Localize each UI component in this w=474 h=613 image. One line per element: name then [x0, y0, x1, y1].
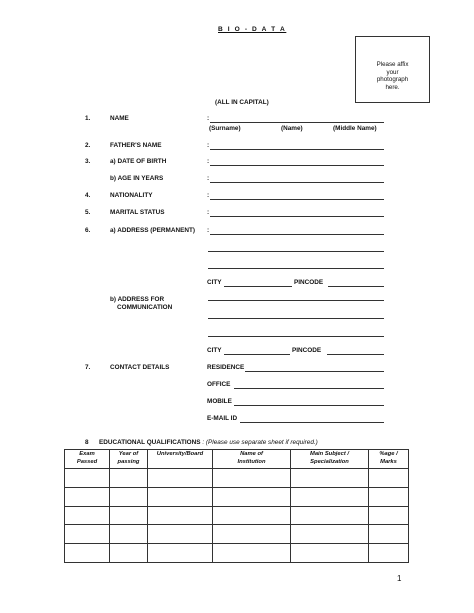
table-row: [65, 487, 409, 506]
specialization-header: Main Subject / Specialization: [291, 450, 369, 469]
marks-header: %age / Marks: [369, 450, 409, 469]
nationality-field[interactable]: [210, 199, 384, 200]
table-row: [65, 469, 409, 488]
age-label: b) AGE IN YEARS: [110, 175, 164, 182]
age-field[interactable]: [210, 182, 384, 183]
photo-instruction: Please affix your photograph here.: [376, 61, 409, 91]
item-number-4: 4.: [85, 192, 91, 199]
dob-label: a) DATE OF BIRTH: [110, 158, 167, 165]
table-row: [65, 525, 409, 544]
dob-colon: :: [207, 158, 210, 165]
item-number-5: 5.: [85, 209, 91, 216]
office-label: OFFICE: [207, 381, 231, 388]
age-colon: :: [207, 175, 210, 182]
table-row: [65, 544, 409, 563]
item-number-7: 7.: [85, 364, 91, 371]
email-label: E-MAIL ID: [207, 415, 238, 422]
communication-city-label: CITY: [207, 347, 222, 354]
permanent-pincode-label: PINCODE: [294, 279, 324, 286]
surname-caption: (Surname): [209, 125, 241, 132]
name-colon: :: [207, 115, 210, 122]
item-number-6: 6.: [85, 227, 91, 234]
year-of-passing-header: Year of passing: [110, 450, 148, 469]
father-name-field[interactable]: [210, 149, 384, 150]
item-number-8: 8: [85, 439, 89, 446]
permanent-city-field[interactable]: [224, 286, 292, 287]
mobile-label: MOBILE: [207, 398, 232, 405]
education-title: EDUCATIONAL QUALIFICATIONS : (Please use separate sheet if required.): [99, 439, 318, 446]
marital-status-colon: :: [207, 209, 210, 216]
permanent-address-line-2[interactable]: [208, 251, 384, 252]
permanent-address-line-1[interactable]: [210, 234, 384, 235]
exam-passed-header: Exam Passed: [65, 450, 110, 469]
contact-details-label: CONTACT DETAILS: [110, 364, 170, 371]
email-field[interactable]: [240, 422, 384, 423]
permanent-pincode-field[interactable]: [328, 286, 384, 287]
communication-address-line-2[interactable]: [208, 318, 384, 319]
father-name-label: FATHER'S NAME: [110, 142, 162, 149]
education-table: [64, 449, 409, 563]
communication-city-field[interactable]: [224, 354, 290, 355]
photo-box: [355, 36, 430, 103]
permanent-address-line-3[interactable]: [208, 268, 384, 269]
permanent-address-label: a) ADDRESS (PERMANENT): [110, 227, 195, 234]
education-note: : (Please use separate sheet if required.): [202, 439, 318, 446]
name-label: NAME: [110, 115, 129, 122]
item-number-3: 3.: [85, 158, 91, 165]
communication-address-line-1[interactable]: [208, 300, 384, 301]
communication-pincode-field[interactable]: [327, 354, 384, 355]
communication-address-label: b) ADDRESS FOR: [110, 296, 165, 303]
permanent-city-label: CITY: [207, 279, 222, 286]
item-number-1: 1.: [85, 115, 91, 122]
marital-status-field[interactable]: [210, 216, 384, 217]
table-row: [65, 506, 409, 525]
page-number: 1: [397, 574, 402, 583]
communication-address-line-3[interactable]: [208, 336, 384, 337]
residence-phone-field[interactable]: [245, 371, 384, 372]
university-board-header: University/Board: [148, 450, 213, 469]
caps-note: (ALL IN CAPITAL): [215, 99, 269, 106]
given-name-caption: (Name): [281, 125, 303, 132]
mobile-field[interactable]: [234, 405, 384, 406]
institution-header: Name of Institution: [213, 450, 291, 469]
marital-status-label: MARITAL STATUS: [110, 209, 165, 216]
dob-field[interactable]: [210, 165, 384, 166]
middle-name-caption: (Middle Name): [333, 125, 377, 132]
office-phone-field[interactable]: [234, 388, 384, 389]
name-field[interactable]: [210, 122, 384, 123]
residence-label: RESIDENCE: [207, 364, 245, 371]
item-number-2: 2.: [85, 142, 91, 149]
father-name-colon: :: [207, 142, 210, 149]
communication-pincode-label: PINCODE: [292, 347, 322, 354]
nationality-colon: :: [207, 192, 210, 199]
education-header-row: [65, 450, 409, 469]
nationality-label: NATIONALITY: [110, 192, 153, 199]
permanent-address-colon: :: [207, 227, 210, 234]
communication-address-label-2: COMMUNICATION: [117, 304, 173, 311]
page-title: B I O - D A T A: [218, 26, 287, 33]
